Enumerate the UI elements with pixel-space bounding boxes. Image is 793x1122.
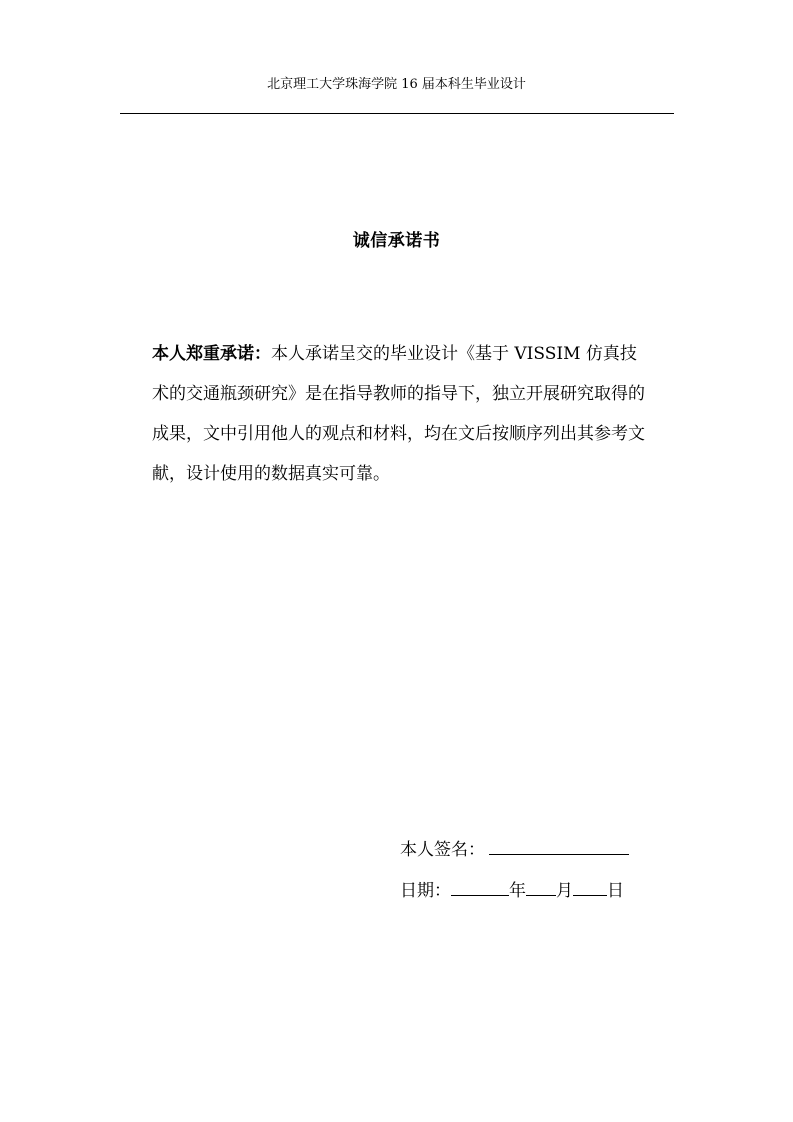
day-label: 日 [607, 881, 624, 901]
signature-blank[interactable] [489, 836, 629, 855]
month-label: 月 [556, 881, 573, 901]
day-blank[interactable] [573, 877, 607, 896]
pledge-body: 本人承诺呈交的毕业设计《基于 VISSIM 仿真技术的交通瓶颈研究》是在指导教师的指导下，独立开展研究取得的成果，文中引用他人的观点和材料，均在文后按顺序列出其参考文献，设计使用的数据真实可靠。 [152, 344, 645, 484]
signature-label: 本人签名： [400, 840, 485, 860]
year-blank[interactable] [451, 877, 509, 896]
year-label: 年 [509, 881, 526, 901]
header-divider [120, 113, 674, 114]
date-row [400, 877, 624, 903]
month-blank[interactable] [526, 877, 556, 896]
date-label: 日期： [400, 881, 451, 901]
page-title: 诚信承诺书 [352, 231, 441, 251]
page-header: 北京理工大学珠海学院 16 届本科生毕业设计 [267, 77, 526, 92]
signature-row [400, 836, 629, 862]
pledge-lead: 本人郑重承诺： [152, 344, 271, 364]
pledge-paragraph [152, 334, 646, 494]
